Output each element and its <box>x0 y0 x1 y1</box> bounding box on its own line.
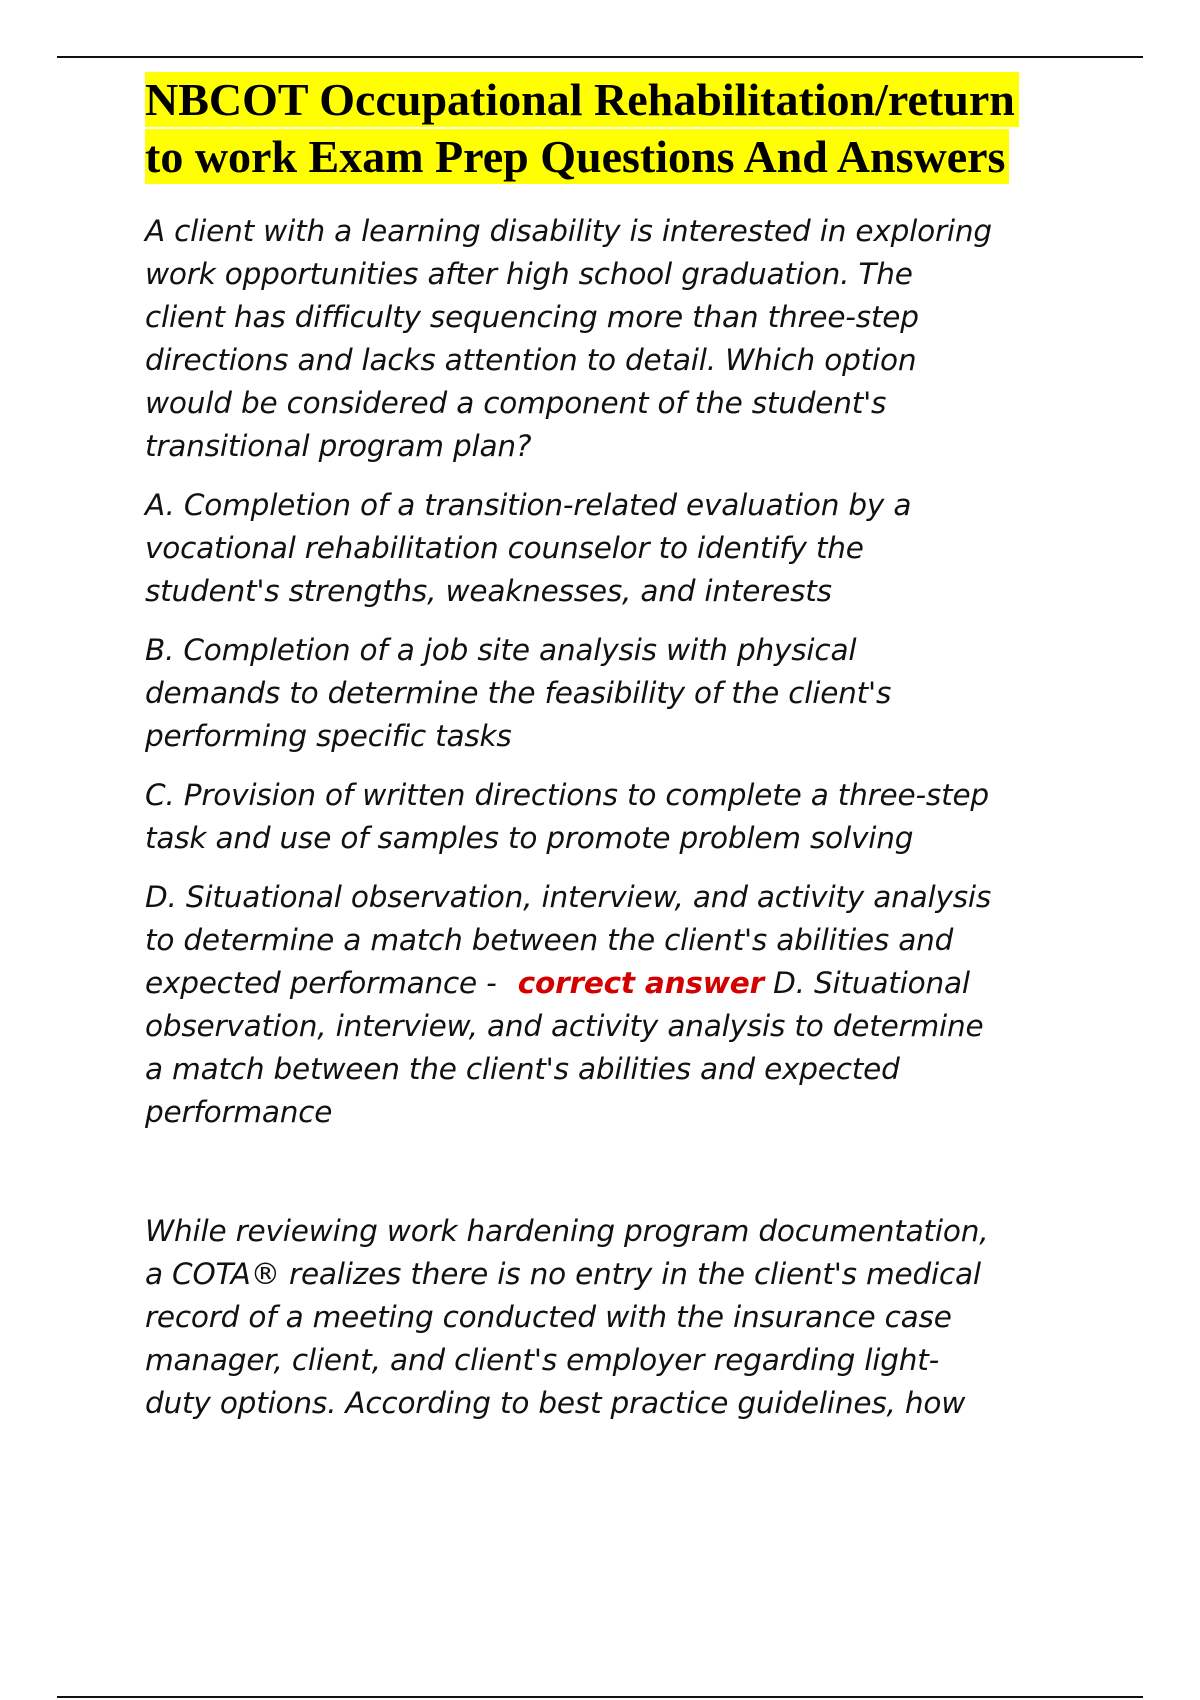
text-line: D. Situational observation, interview, and activity analysis <box>145 880 992 914</box>
text-line: work opportunities after high school graduation. The <box>145 257 913 291</box>
text-line: B. Completion of a job site analysis with physical <box>145 633 857 667</box>
text-line: demands to determine the feasibility of the client's <box>145 676 892 710</box>
text-line: C. Provision of written directions to complete a three-step <box>145 778 989 812</box>
text-line: a match between the client's abilities and expected <box>145 1052 900 1086</box>
text-line: transitional program plan? <box>145 429 532 463</box>
title-line: to work Exam Prep Questions And Answers <box>145 129 1009 184</box>
text-line: A. Completion of a transition-related evaluation by a <box>145 488 912 522</box>
answer-text: D. Situational <box>763 966 970 1000</box>
text-line: client has difficulty sequencing more than three-step <box>145 300 919 334</box>
text-line: performance <box>145 1095 333 1129</box>
document-body <box>145 210 1105 1441</box>
top-rule <box>57 56 1143 58</box>
text-line: While reviewing work hardening program documentation, <box>145 1214 989 1248</box>
text-line: task and use of samples to promote problem solving <box>145 821 914 855</box>
option-b <box>145 629 1105 758</box>
text-line: directions and lacks attention to detail. Which option <box>145 343 917 377</box>
text-line: vocational rehabilitation counselor to identify the <box>145 531 864 565</box>
text-line: a COTA® realizes there is no entry in the client's medical <box>145 1257 981 1291</box>
option-a <box>145 484 1105 613</box>
text-line: duty options. According to best practice guidelines, how <box>145 1386 966 1420</box>
option-c <box>145 774 1105 860</box>
spacer <box>145 1150 1105 1210</box>
question-2-stem <box>145 1210 1105 1425</box>
correct-answer-label: correct answer <box>517 966 764 1000</box>
text-line: record of a meeting conducted with the insurance case <box>145 1300 952 1334</box>
text-line: observation, interview, and activity analysis to determine <box>145 1009 984 1043</box>
text-line: A client with a learning disability is interested in exploring <box>145 214 992 248</box>
text-line: to determine a match between the client's abilities and <box>145 923 954 957</box>
text-line: would be considered a component of the student's <box>145 386 887 420</box>
bottom-rule <box>57 1696 1143 1698</box>
document-title <box>145 72 1019 184</box>
text-line: performing specific tasks <box>145 719 512 753</box>
text-line <box>145 962 1105 1005</box>
option-d-end: expected performance - <box>145 966 506 1000</box>
title-line: NBCOT Occupational Rehabilitation/return <box>145 72 1019 127</box>
question-1-stem <box>145 210 1105 468</box>
text-line: student's strengths, weaknesses, and interests <box>145 574 832 608</box>
text-line: manager, client, and client's employer regarding light- <box>145 1343 940 1377</box>
option-d-with-answer <box>145 876 1105 1134</box>
